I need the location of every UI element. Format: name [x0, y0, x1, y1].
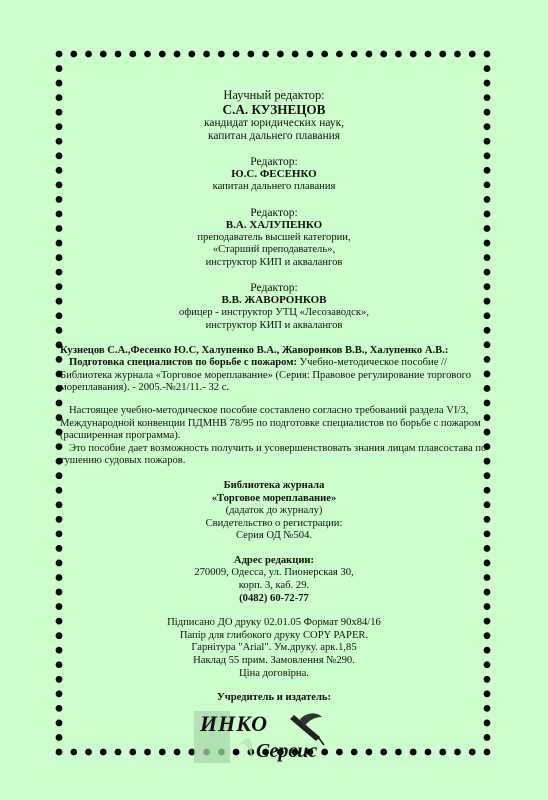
frame-dot — [56, 51, 63, 58]
frame-dot — [159, 51, 166, 58]
publisher-logo — [60, 707, 488, 765]
frame-dot — [70, 51, 77, 58]
bib-authors: Кузнецов С.А.,Фесенко Ю.С, Халупенко В.А., Жаворонков В.В., Халупенко А.В.: — [60, 344, 449, 356]
frame-dot — [351, 51, 358, 58]
editor-role: Редактор: — [250, 155, 298, 168]
print-info-block — [60, 617, 488, 680]
frame-dot — [484, 80, 491, 87]
print-info-line: Підписано ДО друку 02.01.05 Формат 90х84/16 — [167, 617, 381, 629]
editor-block-2 — [60, 206, 488, 270]
frame-dot — [321, 51, 328, 58]
frame-dot — [395, 51, 402, 58]
library-line-1: Библиотека журнала — [223, 479, 325, 491]
library-line-4: Свидетельство о регистрации: — [205, 517, 343, 529]
frame-dot — [425, 51, 432, 58]
description-block — [60, 405, 488, 468]
scientific-editor-role: Научный редактор: — [223, 88, 325, 102]
editor-desc: «Старший преподаватель», — [212, 244, 336, 256]
frame-dot — [484, 51, 491, 58]
bib-rest: Учебно-методическое пособие // Библиотека журнала «Торговое мореплавание» (Серия: Правовое регулирование торгового мореплавания). - 2005.-№21/11.- 32 с. — [60, 357, 472, 394]
bib-text — [60, 357, 488, 395]
inko-servis-logo — [194, 707, 354, 765]
logo-top-text: ИНКО — [200, 710, 269, 736]
frame-dot — [262, 51, 269, 58]
frame-dot — [100, 51, 107, 58]
editor-desc: инструктор КИП и аквалангов — [205, 256, 343, 268]
editor-name: В.А. ХАЛУПЕНКО — [225, 218, 323, 231]
library-line-2: «Торговое мореплавание» — [211, 492, 337, 504]
frame-dot — [469, 51, 476, 58]
frame-dot — [203, 51, 210, 58]
address-line-2: корп. 3, каб. 29. — [238, 580, 310, 592]
bibliographic-record — [60, 345, 488, 395]
editor-block-1 — [60, 155, 488, 194]
editor-block-3 — [60, 281, 488, 332]
scientific-editor-name: С.А. КУЗНЕЦОВ — [222, 102, 326, 117]
editor-name: Ю.С. ФЕСЕНКО — [231, 168, 317, 180]
library-line-5: Серия ОД №504. — [235, 530, 313, 542]
editor-role: Редактор: — [250, 281, 298, 295]
editor-desc: капитан дальнего плавания — [212, 181, 336, 192]
frame-dot — [218, 51, 225, 58]
library-block — [60, 480, 488, 543]
frame-dot — [336, 51, 343, 58]
frame-dot — [484, 65, 491, 72]
editor-name: В.В. ЖАВОРОНКОВ — [221, 294, 327, 307]
logo-bottom-text: Сервис — [256, 739, 318, 762]
document-body — [60, 88, 488, 765]
description-paragraph-1: Настоящее учебно-методическое пособие составлено согласно требований раздела VI/3, Международной конвенции ПДМНВ 78/95 по подготовке специалистов по борьбе с пожаром (расширенная программа). — [60, 404, 481, 442]
frame-dot — [56, 65, 63, 72]
frame-dot — [380, 51, 387, 58]
frame-dot — [306, 51, 313, 58]
editor-role: Редактор: — [250, 205, 298, 219]
address-line-1: 270009, Одесса, ул. Пионерская 30, — [194, 567, 354, 579]
founder-block — [60, 692, 488, 765]
print-info-line: Наклад 55 прим. Замовлення №290. — [193, 655, 355, 667]
description-paragraph-2: Это пособие дает возможность получить и усовершенствовать знания лицам плавсостава по тушению судовых пожаров. — [60, 442, 487, 467]
print-info-line: Гарнітура "Arial". Ум.друку. арк.1,85 — [191, 642, 357, 654]
frame-dot — [85, 51, 92, 58]
frame-dot — [454, 51, 461, 58]
scientific-editor-block — [60, 88, 488, 143]
frame-dot — [144, 51, 151, 58]
address-phone: (0482) 60-72-77 — [239, 592, 309, 604]
logo-swirl — [238, 738, 252, 759]
editor-desc: преподаватель высшей категории, — [197, 231, 351, 243]
frame-dot — [115, 51, 122, 58]
scientific-editor-desc-1: кандидат юридических наук, — [204, 117, 344, 129]
frame-dot — [292, 51, 299, 58]
frame-dot — [439, 51, 446, 58]
print-info-line: Папір для глибокого друку COPY PAPER. — [179, 629, 369, 641]
frame-dot — [174, 51, 181, 58]
library-line-3: (дадаток до журналу) — [225, 505, 323, 517]
bib-title: Подготовка специалистов по борьбе с пожаром: — [69, 357, 298, 369]
print-info-line: Ціна договірна. — [239, 667, 309, 679]
editor-desc: офицер - инструктор УТЦ «Лесозаводск», — [179, 307, 369, 319]
frame-dot — [366, 51, 373, 58]
address-block — [60, 555, 488, 605]
frame-dot — [129, 51, 136, 58]
frame-dot — [56, 80, 63, 87]
frame-dot — [233, 51, 240, 58]
frame-dot — [247, 51, 254, 58]
editor-desc: инструктор КИП и аквалангов — [205, 319, 343, 331]
frame-dot — [410, 51, 417, 58]
frame-dot — [277, 51, 284, 58]
scientific-editor-desc-2: капитан дальнего плавания — [207, 130, 341, 142]
address-label: Адрес редакции: — [233, 554, 315, 566]
founder-label: Учредитель и издатель: — [216, 692, 332, 704]
frame-dot — [188, 51, 195, 58]
